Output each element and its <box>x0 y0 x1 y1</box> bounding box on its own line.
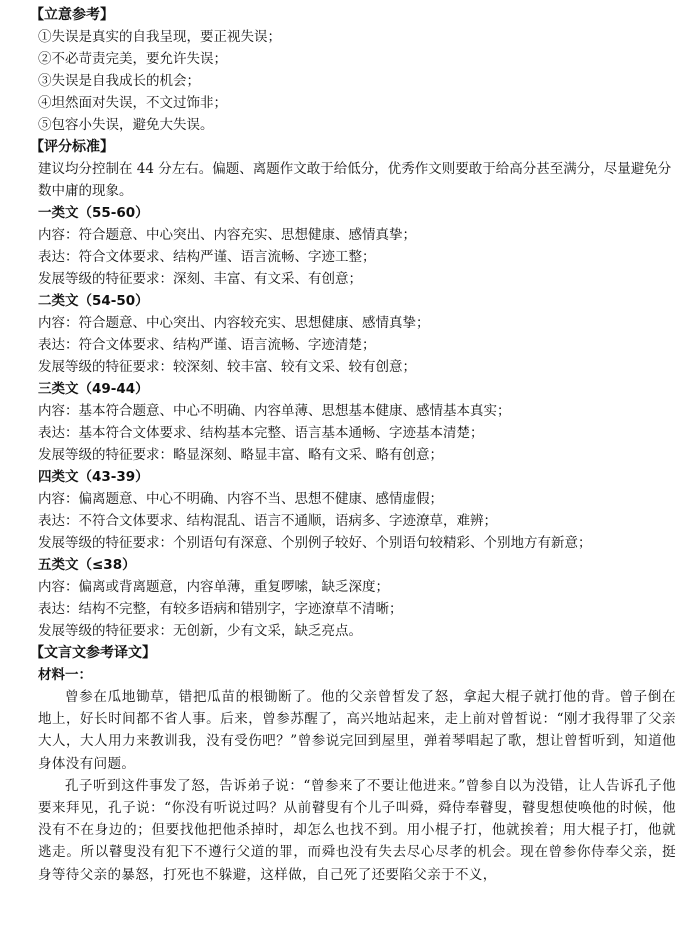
grade-1-development: 发展等级的特征要求：深刻、丰富、有文采、有创意； <box>38 271 362 287</box>
grade-5-development: 发展等级的特征要求：无创新，少有文采，缺乏亮点。 <box>38 623 362 639</box>
grade-heading-3: 三类文（49-44） <box>38 381 149 397</box>
grade-3-development: 发展等级的特征要求：略显深刻、略显丰富、略有文采、略有创意； <box>38 447 443 463</box>
grade-2-development: 发展等级的特征要求：较深刻、较丰富、较有文采、较有创意； <box>38 359 416 375</box>
grade-2-expression: 表达：符合文体要求、结构严谨、语言流畅、字迹清楚； <box>38 337 376 353</box>
material-label: 材料一： <box>38 667 92 683</box>
grade-4-expression: 表达：不符合文体要求、结构混乱、语言不通顺，语病多、字迹潦草，难辨； <box>38 513 497 529</box>
translation-paragraph: 曾参在瓜地锄草，错把瓜苗的根锄断了。他的父亲曾皙发了怒，拿起大棍子就打他的背。曾子倒在地上，好长时间都不省人事。后来，曾参苏醒了，高兴地站起来，走上前对曾皙说：“刚才我得罪了父亲大人，大人用力来教训我，没有受伤吧？”曾参说完回到屋里，弹着琴唱起了歌，想让曾皙听到，知道他身体没有问题。 <box>38 689 676 772</box>
li-yi-item: ④坦然面对失误，不文过饰非； <box>38 95 227 111</box>
li-yi-item: ②不必苛责完美，要允许失误； <box>38 51 227 67</box>
grade-heading-2: 二类文（54-50） <box>38 293 149 309</box>
grade-4-development: 发展等级的特征要求：个别语句有深意、个别例子较好、个别语句较精彩、个别地方有新意； <box>38 535 592 551</box>
grade-3-content: 内容：基本符合题意、中心不明确、内容单薄、思想基本健康、感情基本真实； <box>38 403 511 419</box>
grade-1-content: 内容：符合题意、中心突出、内容充实、思想健康、感情真挚； <box>38 227 416 243</box>
grade-4-content: 内容：偏离题意、中心不明确、内容不当、思想不健康、感情虚假； <box>38 491 443 507</box>
section-title-ping-fen: 【评分标准】 <box>30 139 114 155</box>
grade-5-content: 内容：偏离或背离题意，内容单薄，重复啰嗦，缺乏深度； <box>38 579 389 595</box>
section-title-wen-yan: 【文言文参考译文】 <box>30 645 156 661</box>
li-yi-item: ①失误是真实的自我呈现，要正视失误； <box>38 29 281 45</box>
grade-heading-4: 四类文（43-39） <box>38 469 149 485</box>
grade-heading-5: 五类文（≤38） <box>38 557 136 573</box>
translation-paragraph: 孔子听到这件事发了怒，告诉弟子说：“曾参来了不要让他进来。”曾参自以为没错，让人告诉孔子他要来拜见，孔子说：“你没有听说过吗？从前瞽叟有个儿子叫舜，舜侍奉瞽叟，瞽叟想使唤他的时候，他没有不在身边的；但要找他把他杀掉时，却怎么也找不到。用小棍子打，他就挨着；用大棍子打，他就逃走。所以瞽叟没有犯下不遵行父道的罪，而舜也没有失去尽心尽孝的机会。现在曾参你侍奉父亲，挺身等待父亲的暴怒，打死也不躲避，这样做，自己死了还要陷父亲于不义， <box>38 777 676 883</box>
grade-heading-1: 一类文（55-60） <box>38 205 149 221</box>
grade-1-expression: 表达：符合文体要求、结构严谨、语言流畅、字迹工整； <box>38 249 376 265</box>
grade-5-expression: 表达：结构不完整，有较多语病和错别字，字迹潦草不清晰； <box>38 601 403 617</box>
li-yi-item: ⑤包容小失误，避免大失误。 <box>38 117 214 133</box>
li-yi-item: ③失误是自我成长的机会； <box>38 73 200 89</box>
section-title-li-yi: 【立意参考】 <box>30 7 114 23</box>
grade-2-content: 内容：符合题意、中心突出、内容较充实、思想健康、感情真挚； <box>38 315 430 331</box>
grade-3-expression: 表达：基本符合文体要求、结构基本完整、语言基本通畅、字迹基本清楚； <box>38 425 484 441</box>
ping-fen-intro: 建议均分控制在 44 分左右。偏题、离题作文敢于给低分，优秀作文则要敢于给高分甚至满分，尽量避免分数中庸的现象。 <box>38 161 672 199</box>
